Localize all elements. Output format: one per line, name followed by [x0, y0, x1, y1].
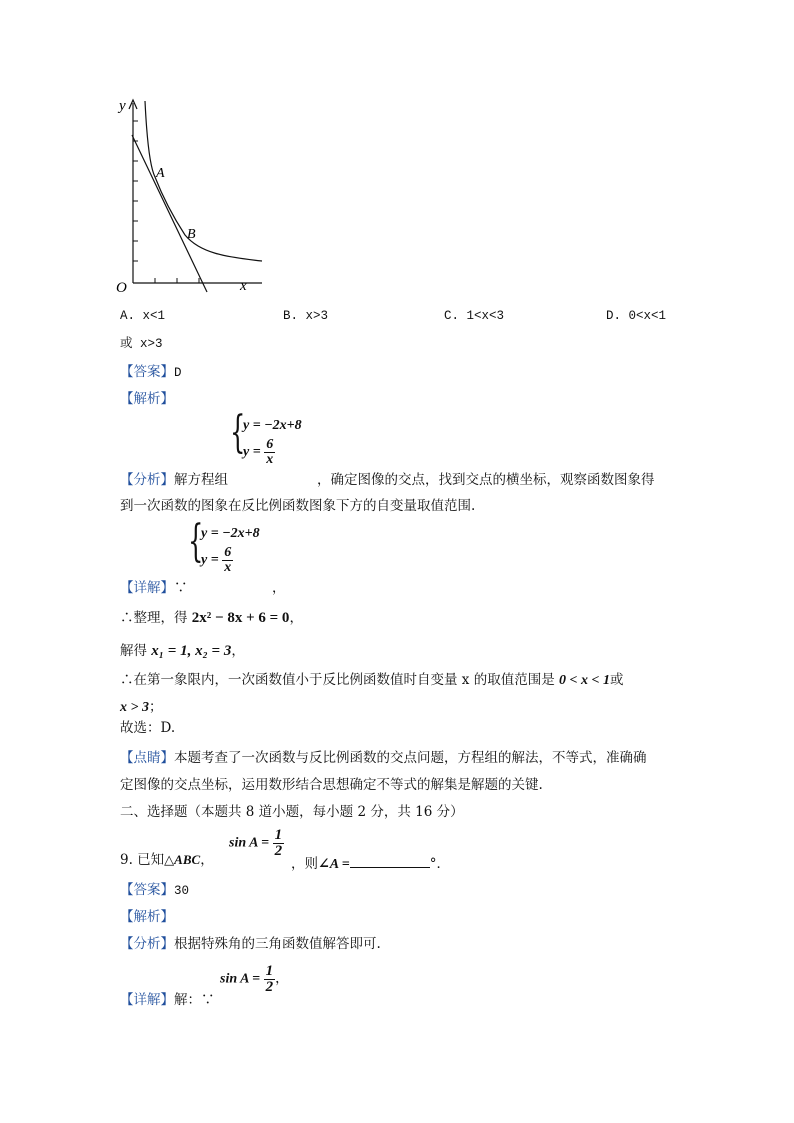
q8-xiangjie-brace: { — [188, 516, 204, 567]
q8-fenxi-line1 — [120, 468, 228, 488]
q9-analysis-tag: 【解析】 — [120, 909, 174, 925]
q8-xiangjie-line — [120, 576, 188, 596]
q8-dianjing-line2: 定图像的交点坐标，运用数形结合思想确定不等式的解集是解题的关键. — [120, 777, 543, 793]
q9-xiangjie-sin — [220, 964, 289, 995]
q8-dianjing-text1: 本题考查了一次函数与反比例函数的交点问题，方程组的解法，不等式，准确确 — [174, 750, 647, 766]
q9-xj-end: ， — [275, 970, 289, 986]
q8-xiangjie-eq2-den: x — [224, 560, 232, 575]
q9-answer-blank[interactable] — [350, 855, 430, 868]
x-axis-ticks — [155, 278, 199, 283]
q8-fenxi-line2: 到一次函数的图象在反比例函数图象下方的自变量取值范围. — [120, 498, 476, 514]
q8-fenxi-eq2-den: x — [266, 452, 274, 467]
option-b: B. x>3 — [283, 309, 329, 323]
q8-answer-tag: 【答案】 — [120, 364, 174, 380]
q8-conclusion-line2 — [120, 695, 162, 716]
q9-question-rest — [291, 852, 450, 873]
option-d-continued: 或 x>3 — [120, 337, 163, 351]
q9-fenxi-tag: 【分析】 — [120, 936, 174, 952]
q8-fenxi-eq2-lhs: y = — [243, 444, 261, 460]
q8-conclusion-line — [120, 668, 623, 689]
q8-zhengli-suffix: ， — [289, 610, 303, 626]
q8-zhengli-eq: 2x² − 8x + 6 = 0 — [191, 610, 290, 626]
q8-jiede-suffix: ， — [231, 643, 245, 659]
q8-because: ∵ — [174, 580, 188, 596]
q9-degree-end: °． — [429, 856, 451, 872]
q8-conclusion-end: ； — [148, 699, 163, 715]
linear-function-line — [132, 135, 207, 292]
q8-zhengli-prefix: ∴整理，得 — [120, 610, 188, 626]
option-a: A. x<1 — [120, 309, 166, 323]
q9-then: ，则 — [291, 856, 318, 872]
q9-fenxi-line — [120, 932, 381, 952]
q8-guxuan: 故选：D. — [120, 720, 176, 736]
q8-fenxi-brace: { — [230, 407, 246, 458]
x-axis-label: x — [240, 278, 247, 294]
q9-frac-num: 1 — [274, 827, 283, 843]
q8-jiede-eq: x₁ = 1, x₂ = 3 — [151, 643, 232, 659]
q8-conclusion-math: 0 < x < 1 — [559, 673, 610, 688]
q8-dianjing-tag: 【点睛】 — [120, 750, 174, 766]
q9-frac-den: 2 — [274, 843, 283, 859]
q8-xiangjie-eq1: y = −2x+8 — [201, 526, 260, 541]
q8-xiangjie-tag: 【详解】 — [120, 580, 174, 596]
q9-xj-den: 2 — [265, 979, 274, 995]
q8-conclusion-or: 或 — [609, 672, 624, 688]
q9-comma: ， — [200, 852, 214, 868]
q8-fenxi-eq2 — [243, 438, 275, 467]
q9-answer-value: 30 — [174, 884, 190, 898]
q9-xj-sin-lhs: sin A = — [220, 971, 261, 987]
q8-conclusion-text: ∴在第一象限内，一次函数值小于反比例函数值时自变量 x 的取值范围是 — [120, 672, 555, 688]
q8-zhengli-line — [120, 606, 303, 627]
q9-angle: ∠A = — [318, 857, 350, 872]
q9-number-prefix: 9. 已知 — [120, 852, 165, 868]
option-d: D. 0<x<1 — [606, 309, 667, 323]
q8-dianjing-line1 — [120, 746, 647, 766]
q8-conclusion-math2: x > 3 — [120, 700, 149, 715]
q8-jiede-line — [120, 639, 245, 660]
q8-answer-value: D — [174, 366, 182, 380]
q9-xiangjie-tag: 【详解】 — [120, 992, 174, 1008]
q8-answer-line — [120, 360, 182, 380]
function-graph — [110, 95, 270, 295]
q8-fenxi-line1-rest: ，确定图像的交点，找到交点的横坐标，观察函数图象得 — [317, 472, 655, 488]
q9-sin-lhs: sin A = — [229, 835, 270, 851]
point-b-label: B — [187, 227, 196, 242]
q9-answer-line — [120, 878, 189, 898]
q9-xj-num: 1 — [265, 963, 274, 979]
inverse-function-curve — [145, 101, 262, 261]
q8-fenxi-eq2-num: 6 — [266, 437, 274, 452]
q8-xiangjie-comma: ， — [272, 580, 286, 596]
y-axis-label: y — [119, 98, 126, 114]
point-a-label: A — [156, 166, 165, 181]
q8-fenxi-tag: 【分析】 — [120, 472, 174, 488]
q9-sin-expression — [229, 828, 284, 859]
option-c: C. 1<x<3 — [444, 309, 505, 323]
q8-fenxi-prefix: 解方程组 — [174, 472, 228, 488]
q8-xiangjie-eq2 — [201, 546, 233, 575]
q8-jiede-prefix: 解得 — [120, 643, 147, 659]
q9-answer-tag: 【答案】 — [120, 882, 174, 898]
q8-xiangjie-eq2-num: 6 — [224, 545, 232, 560]
q9-triangle: △ABC — [164, 852, 201, 867]
section-heading: 二、选择题（本题共 8 道小题，每小题 2 分，共 16 分） — [120, 804, 464, 820]
q8-analysis-tag: 【解析】 — [120, 391, 174, 407]
q9-xiangjie-line — [120, 988, 215, 1008]
q9-fenxi-text: 根据特殊角的三角函数值解答即可. — [174, 936, 381, 952]
q8-fenxi-eq1: y = −2x+8 — [243, 418, 302, 433]
q9-xiangjie-prefix: 解：∵ — [174, 992, 215, 1008]
origin-label: O — [116, 280, 127, 295]
q9-question — [120, 848, 214, 868]
q8-xiangjie-eq2-lhs: y = — [201, 552, 219, 568]
